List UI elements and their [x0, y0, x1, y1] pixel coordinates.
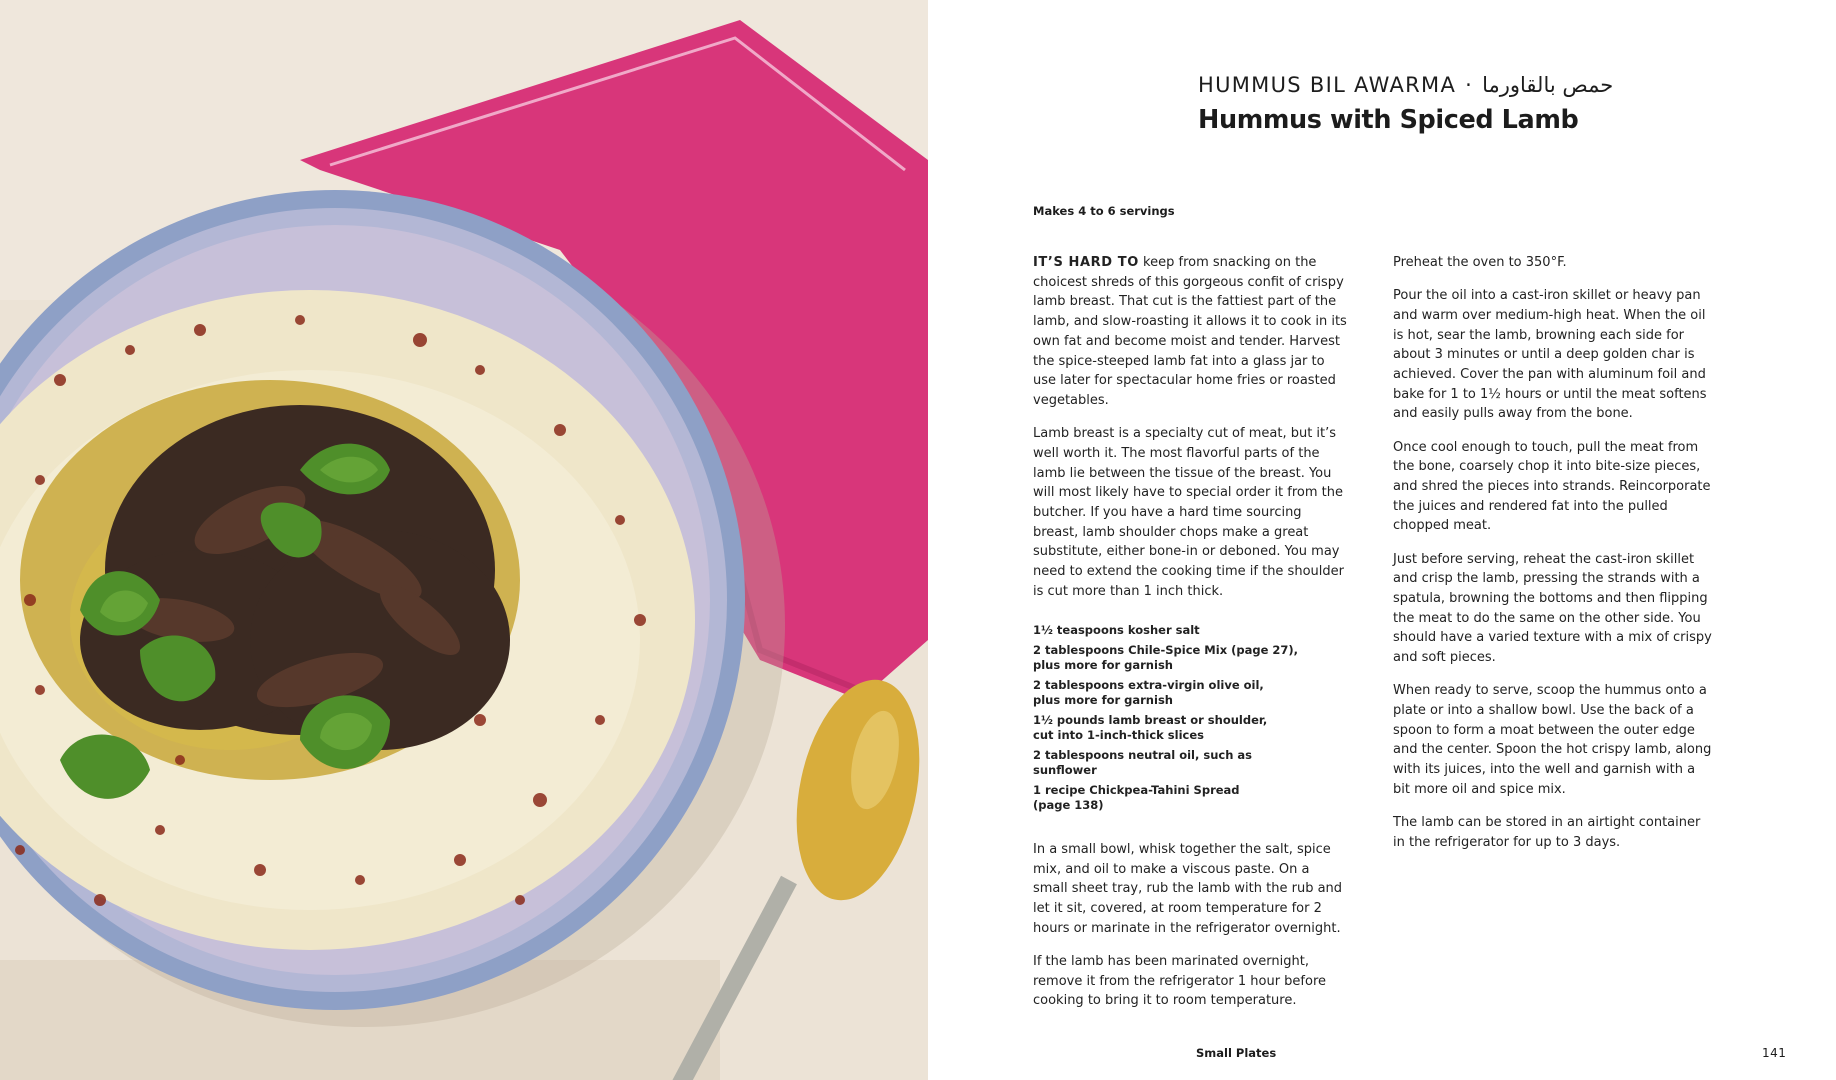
- right-column: [1393, 253, 1713, 866]
- intro-lead-in: IT’S HARD TO: [1033, 255, 1139, 270]
- method-step: In a small bowl, whisk together the salt, spice mix, and oil to make a viscous paste. On a small sheet tray, rub the lamb with the rub and let it sit, covered, at room temperature for 2 hours or marinate in the refrigerator overnight.: [1033, 841, 1343, 936]
- recipe-name-transliterated: HUMMUS BIL AWARMA: [1198, 73, 1457, 97]
- method-step: When ready to serve, scoop the hummus onto a plate or into a shallow bowl. Use the back of a spoon to form a moat between the outer edge and the center. Spoon the hot crispy lamb, along with its juices, into the well and garnish with a bit more oil and spice mix.: [1393, 683, 1712, 797]
- ingredient-item: 1 recipe Chickpea-Tahini Spread (page 138): [1033, 782, 1240, 813]
- recipe-page: [928, 0, 1836, 1080]
- ingredient-item: 2 tablespoons Chile-Spice Mix (page 27), plus more for garnish: [1033, 642, 1299, 673]
- ingredient-list: [1033, 623, 1348, 814]
- ingredient-item: 2 tablespoons neutral oil, such as sunflower: [1033, 747, 1252, 778]
- left-column: [1033, 253, 1348, 1025]
- recipe-title-block: [1198, 72, 1758, 136]
- recipe-title: Hummus with Spiced Lamb: [1198, 105, 1579, 135]
- ingredient-item: 2 tablespoons extra-virgin olive oil, plus more for garnish: [1033, 677, 1264, 708]
- page-number: 141: [1762, 1046, 1787, 1060]
- method-step: Once cool enough to touch, pull the meat from the bone, coarsely chop it into bite-size pieces, and shred the pieces into strands. Reincorporate the juices and rendered fat into the pulled chopped meat.: [1393, 439, 1711, 534]
- title-separator: ·: [1465, 73, 1474, 97]
- intro-paragraph-2: Lamb breast is a specialty cut of meat, but it’s well worth it. The most flavorful parts of the lamb lie between the tissue of the breast. You will most likely have to special order it from the butcher. If you have a hard time sourcing breast, lamb shoulder chops make a great substitute, either bone-in or deboned. You may need to extend the cooking time if the shoulder is cut more than 1 inch thick.: [1033, 426, 1344, 599]
- method-step: Preheat the oven to 350°F.: [1393, 255, 1567, 270]
- intro-paragraph-1-text: keep from snacking on the choicest shreds of this gorgeous confit of crispy lamb breast. That cut is the fattiest part of the lamb, and slow-roasting it allows it to cook in its own fat and become moist and tender. Harvest the spice-steeped lamb fat into a glass jar to use later for spectacular home fries or roasted vegetables.: [1033, 255, 1347, 408]
- recipe-kicker: [1198, 72, 1758, 98]
- method-step: Pour the oil into a cast-iron skillet or heavy pan and warm over medium-high heat. When the oil is hot, sear the lamb, browning each side for about 3 minutes or until a deep golden char is achieved. Cover the pan with aluminum foil and bake for 1 to 1½ hours or until the meat softens and easily pulls away from the bone.: [1393, 288, 1707, 422]
- ingredient-item: 1½ teaspoons kosher salt: [1033, 623, 1200, 638]
- intro-paragraph-1: [1033, 253, 1348, 411]
- method-step: Just before serving, reheat the cast-iron skillet and crisp the lamb, pressing the strands with a spatula, browning the bottoms and then flipping the meat to do the same on the other side. You should have a varied texture with a mix of crispy and soft pieces.: [1393, 551, 1712, 666]
- method-step: If the lamb has been marinated overnight, remove it from the refrigerator 1 hour before cooking to bring it to room temperature.: [1033, 953, 1327, 1009]
- recipe-name-arabic: حمص بالقاورما: [1482, 73, 1614, 97]
- method-step: The lamb can be stored in an airtight container in the refrigerator for up to 3 days.: [1393, 815, 1701, 850]
- recipe-yield: Makes 4 to 6 servings: [1033, 204, 1175, 218]
- running-footer-section: Small Plates: [1196, 1046, 1277, 1060]
- ingredient-item: 1½ pounds lamb breast or shoulder, cut into 1-inch-thick slices: [1033, 712, 1268, 743]
